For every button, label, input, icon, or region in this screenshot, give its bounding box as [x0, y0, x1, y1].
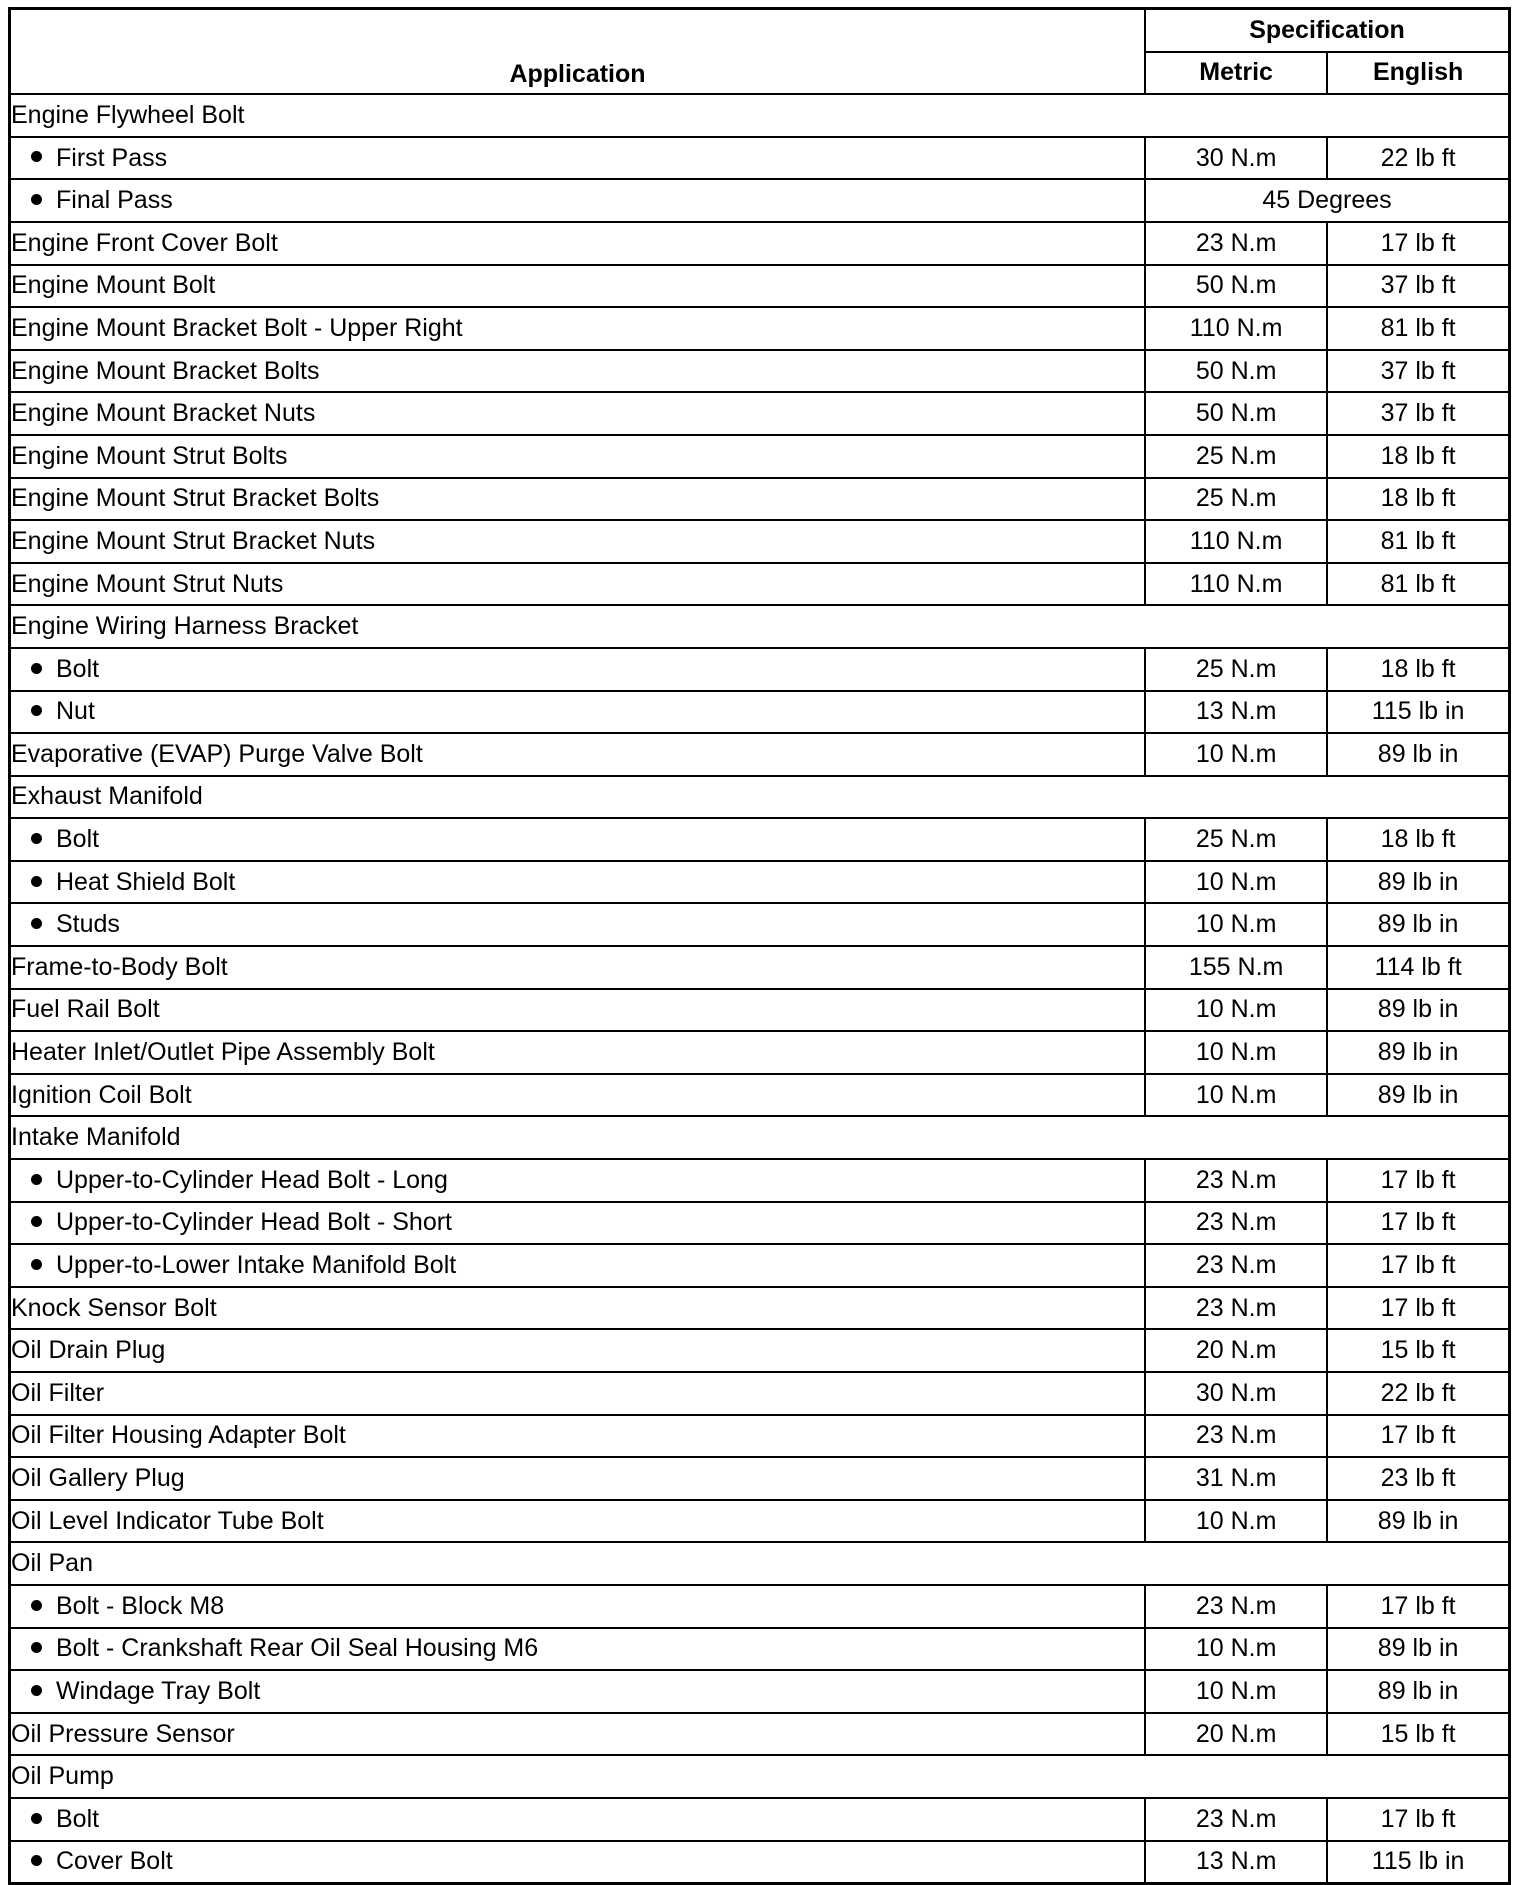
bullet-icon: [31, 194, 42, 205]
table-row: [10, 222, 1510, 265]
english-cell: 89 lb in: [1327, 1628, 1509, 1671]
bullet-icon: [31, 876, 42, 887]
english-cell: 81 lb ft: [1327, 307, 1509, 350]
metric-cell: 10 N.m: [1145, 1500, 1327, 1543]
application-label: Engine Mount Strut Bracket Bolts: [11, 484, 380, 513]
table-row: [10, 818, 1510, 861]
application-cell: [10, 1159, 1146, 1202]
english-cell: 18 lb ft: [1327, 478, 1509, 521]
table-row: [10, 946, 1510, 989]
application-label: Cover Bolt: [56, 1847, 173, 1876]
table-group-row: [10, 776, 1510, 819]
table-row: [10, 1031, 1510, 1074]
application-label: Engine Mount Bracket Nuts: [11, 399, 316, 428]
english-cell: 89 lb in: [1327, 1670, 1509, 1713]
application-cell: [10, 1244, 1146, 1287]
english-cell: 17 lb ft: [1327, 1798, 1509, 1841]
table-row: [10, 1841, 1510, 1884]
english-cell: 37 lb ft: [1327, 392, 1509, 435]
metric-cell: 31 N.m: [1145, 1457, 1327, 1500]
metric-cell: 23 N.m: [1145, 1159, 1327, 1202]
english-cell: 17 lb ft: [1327, 1287, 1509, 1330]
application-cell: [10, 1841, 1146, 1884]
table-row: [10, 435, 1510, 478]
english-cell: 115 lb in: [1327, 691, 1509, 734]
table-group-row: [10, 1116, 1510, 1159]
application-label: Engine Flywheel Bolt: [11, 100, 245, 129]
application-cell: [10, 1713, 1146, 1756]
english-cell: 89 lb in: [1327, 733, 1509, 776]
application-label: Heater Inlet/Outlet Pipe Assembly Bolt: [11, 1038, 435, 1067]
english-cell: 18 lb ft: [1327, 648, 1509, 691]
application-cell: [10, 350, 1146, 393]
application-cell: [10, 989, 1146, 1032]
table-row: [10, 563, 1510, 606]
metric-cell: 23 N.m: [1145, 1798, 1327, 1841]
table-row: [10, 307, 1510, 350]
table-row: [10, 733, 1510, 776]
english-cell: 23 lb ft: [1327, 1457, 1509, 1500]
metric-cell: 10 N.m: [1145, 861, 1327, 904]
table-group-row: [10, 94, 1510, 137]
english-cell: 89 lb in: [1327, 861, 1509, 904]
table-row: [10, 265, 1510, 308]
application-cell: [10, 1415, 1146, 1458]
english-cell: 18 lb ft: [1327, 435, 1509, 478]
metric-cell: 30 N.m: [1145, 137, 1327, 180]
english-cell: 17 lb ft: [1327, 1202, 1509, 1245]
table-row: [10, 1585, 1510, 1628]
table-row: [10, 1713, 1510, 1756]
bullet-icon: [31, 918, 42, 929]
application-label: Engine Mount Bolt: [11, 271, 216, 300]
metric-cell: 23 N.m: [1145, 1202, 1327, 1245]
application-header: Application: [10, 9, 1146, 95]
application-cell: [10, 1457, 1146, 1500]
application-cell: [10, 520, 1146, 563]
application-label: Engine Front Cover Bolt: [11, 228, 278, 257]
application-cell: [10, 903, 1146, 946]
application-cell: [10, 478, 1146, 521]
application-label: Bolt - Block M8: [56, 1591, 225, 1620]
table-row: [10, 392, 1510, 435]
bullet-icon: [31, 1813, 42, 1824]
application-label: Engine Wiring Harness Bracket: [11, 612, 359, 641]
application-label: Studs: [56, 910, 120, 939]
english-cell: 22 lb ft: [1327, 1372, 1509, 1415]
specification-merged-cell: 45 Degrees: [1145, 179, 1510, 222]
application-label: Final Pass: [56, 186, 173, 215]
bullet-icon: [31, 1685, 42, 1696]
application-cell: [10, 307, 1146, 350]
torque-spec-table: [8, 7, 1511, 1885]
table-row: [10, 350, 1510, 393]
bullet-icon: [31, 663, 42, 674]
english-cell: 89 lb in: [1327, 1500, 1509, 1543]
application-cell: [10, 1542, 1510, 1585]
english-cell: 17 lb ft: [1327, 1159, 1509, 1202]
metric-cell: 25 N.m: [1145, 478, 1327, 521]
table-row: [10, 137, 1510, 180]
application-cell: [10, 435, 1146, 478]
metric-cell: 25 N.m: [1145, 435, 1327, 478]
metric-cell: 10 N.m: [1145, 903, 1327, 946]
table-row: [10, 1798, 1510, 1841]
application-cell: [10, 1755, 1510, 1798]
table-row: [10, 903, 1510, 946]
english-cell: 15 lb ft: [1327, 1713, 1509, 1756]
bullet-icon: [31, 1642, 42, 1653]
metric-cell: 23 N.m: [1145, 1585, 1327, 1628]
application-cell: [10, 818, 1146, 861]
application-cell: [10, 1585, 1146, 1628]
application-cell: [10, 1116, 1510, 1159]
application-label: Windage Tray Bolt: [56, 1676, 261, 1705]
english-cell: 81 lb ft: [1327, 520, 1509, 563]
bullet-icon: [31, 1600, 42, 1611]
table-row: [10, 520, 1510, 563]
english-cell: 37 lb ft: [1327, 265, 1509, 308]
table-row: [10, 1628, 1510, 1671]
metric-cell: 10 N.m: [1145, 1628, 1327, 1671]
english-cell: 89 lb in: [1327, 1074, 1509, 1117]
bullet-icon: [31, 1216, 42, 1227]
metric-cell: 110 N.m: [1145, 520, 1327, 563]
application-label: Engine Mount Bracket Bolt - Upper Right: [11, 313, 463, 342]
application-label: Ignition Coil Bolt: [11, 1080, 192, 1109]
table-row: [10, 1415, 1510, 1458]
application-label: Heat Shield Bolt: [56, 867, 236, 896]
application-cell: [10, 861, 1146, 904]
metric-cell: 10 N.m: [1145, 989, 1327, 1032]
metric-cell: 20 N.m: [1145, 1713, 1327, 1756]
application-label: Oil Level Indicator Tube Bolt: [11, 1506, 324, 1535]
metric-cell: 23 N.m: [1145, 1415, 1327, 1458]
english-cell: 89 lb in: [1327, 989, 1509, 1032]
application-cell: [10, 94, 1510, 137]
bullet-icon: [31, 1259, 42, 1270]
metric-cell: 13 N.m: [1145, 1841, 1327, 1884]
application-label: Oil Pan: [11, 1549, 93, 1578]
application-cell: [10, 648, 1146, 691]
metric-cell: 50 N.m: [1145, 350, 1327, 393]
table-row: [10, 1329, 1510, 1372]
table-group-row: [10, 605, 1510, 648]
bullet-icon: [31, 705, 42, 716]
application-cell: [10, 563, 1146, 606]
table-group-row: [10, 1755, 1510, 1798]
application-label: Engine Mount Bracket Bolts: [11, 356, 320, 385]
application-cell: [10, 1670, 1146, 1713]
application-cell: [10, 1500, 1146, 1543]
table-row: [10, 1670, 1510, 1713]
application-cell: [10, 946, 1146, 989]
bullet-icon: [31, 1174, 42, 1185]
application-label: Fuel Rail Bolt: [11, 995, 160, 1024]
application-cell: [10, 1287, 1146, 1330]
metric-cell: 50 N.m: [1145, 265, 1327, 308]
specification-header: Specification: [1145, 9, 1510, 52]
header-row-top: [10, 9, 1510, 52]
application-cell: [10, 137, 1146, 180]
bullet-icon: [31, 833, 42, 844]
table-row: [10, 1372, 1510, 1415]
application-cell: [10, 776, 1510, 819]
application-label: First Pass: [56, 143, 168, 172]
application-label: Engine Mount Strut Bolts: [11, 441, 288, 470]
english-cell: 89 lb in: [1327, 903, 1509, 946]
table-row: [10, 1159, 1510, 1202]
table-row: [10, 1202, 1510, 1245]
metric-cell: 10 N.m: [1145, 1031, 1327, 1074]
application-cell: [10, 179, 1146, 222]
metric-cell: 23 N.m: [1145, 1287, 1327, 1330]
english-cell: 17 lb ft: [1327, 1244, 1509, 1287]
metric-cell: 50 N.m: [1145, 392, 1327, 435]
application-label: Bolt - Crankshaft Rear Oil Seal Housing M6: [56, 1634, 539, 1663]
metric-cell: 23 N.m: [1145, 222, 1327, 265]
application-label: Frame-to-Body Bolt: [11, 952, 228, 981]
table-row: [10, 989, 1510, 1032]
application-label: Bolt: [56, 654, 100, 683]
application-label: Exhaust Manifold: [11, 782, 203, 811]
table-row: [10, 1457, 1510, 1500]
application-label: Upper-to-Cylinder Head Bolt - Long: [56, 1165, 448, 1194]
table-row: [10, 1287, 1510, 1330]
application-label: Upper-to-Lower Intake Manifold Bolt: [56, 1251, 457, 1280]
table-row: [10, 478, 1510, 521]
application-label: Engine Mount Strut Nuts: [11, 569, 284, 598]
table-row: [10, 179, 1510, 222]
application-cell: [10, 605, 1510, 648]
metric-cell: 25 N.m: [1145, 818, 1327, 861]
torque-spec-sheet: [8, 7, 1511, 1885]
application-label: Intake Manifold: [11, 1123, 181, 1152]
table-body: [10, 94, 1510, 1883]
english-cell: 17 lb ft: [1327, 1415, 1509, 1458]
table-row: [10, 861, 1510, 904]
application-cell: [10, 1074, 1146, 1117]
metric-cell: 23 N.m: [1145, 1244, 1327, 1287]
english-cell: 89 lb in: [1327, 1031, 1509, 1074]
table-row: [10, 1244, 1510, 1287]
table-row: [10, 1500, 1510, 1543]
application-label: Engine Mount Strut Bracket Nuts: [11, 526, 376, 555]
english-cell: 114 lb ft: [1327, 946, 1509, 989]
application-label: Evaporative (EVAP) Purge Valve Bolt: [11, 739, 423, 768]
application-label: Nut: [56, 697, 95, 726]
bullet-icon: [31, 1855, 42, 1866]
metric-header: Metric: [1145, 52, 1327, 95]
english-cell: 22 lb ft: [1327, 137, 1509, 180]
application-cell: [10, 1798, 1146, 1841]
english-cell: 115 lb in: [1327, 1841, 1509, 1884]
bullet-icon: [31, 151, 42, 162]
english-cell: 18 lb ft: [1327, 818, 1509, 861]
english-cell: 17 lb ft: [1327, 222, 1509, 265]
metric-cell: 110 N.m: [1145, 307, 1327, 350]
application-cell: [10, 222, 1146, 265]
metric-cell: 20 N.m: [1145, 1329, 1327, 1372]
application-cell: [10, 265, 1146, 308]
english-cell: 37 lb ft: [1327, 350, 1509, 393]
metric-cell: 30 N.m: [1145, 1372, 1327, 1415]
metric-cell: 155 N.m: [1145, 946, 1327, 989]
english-header: English: [1327, 52, 1509, 95]
application-label: Bolt: [56, 1804, 100, 1833]
application-label: Bolt: [56, 825, 100, 854]
table-row: [10, 691, 1510, 734]
application-cell: [10, 1372, 1146, 1415]
english-cell: 81 lb ft: [1327, 563, 1509, 606]
metric-cell: 110 N.m: [1145, 563, 1327, 606]
english-cell: 17 lb ft: [1327, 1585, 1509, 1628]
metric-cell: 25 N.m: [1145, 648, 1327, 691]
application-cell: [10, 1329, 1146, 1372]
application-label: Oil Pressure Sensor: [11, 1719, 235, 1748]
application-cell: [10, 1628, 1146, 1671]
metric-cell: 13 N.m: [1145, 691, 1327, 734]
application-label: Oil Filter Housing Adapter Bolt: [11, 1421, 346, 1450]
application-label: Oil Drain Plug: [11, 1336, 166, 1365]
application-cell: [10, 691, 1146, 734]
table-row: [10, 648, 1510, 691]
application-label: Oil Filter: [11, 1378, 105, 1407]
application-label: Oil Pump: [11, 1762, 114, 1791]
table-group-row: [10, 1542, 1510, 1585]
application-label: Oil Gallery Plug: [11, 1463, 185, 1492]
application-label: Knock Sensor Bolt: [11, 1293, 217, 1322]
metric-cell: 10 N.m: [1145, 1074, 1327, 1117]
table-row: [10, 1074, 1510, 1117]
application-cell: [10, 733, 1146, 776]
application-label: Upper-to-Cylinder Head Bolt - Short: [56, 1208, 452, 1237]
application-cell: [10, 1031, 1146, 1074]
application-cell: [10, 1202, 1146, 1245]
metric-cell: 10 N.m: [1145, 733, 1327, 776]
application-cell: [10, 392, 1146, 435]
english-cell: 15 lb ft: [1327, 1329, 1509, 1372]
metric-cell: 10 N.m: [1145, 1670, 1327, 1713]
